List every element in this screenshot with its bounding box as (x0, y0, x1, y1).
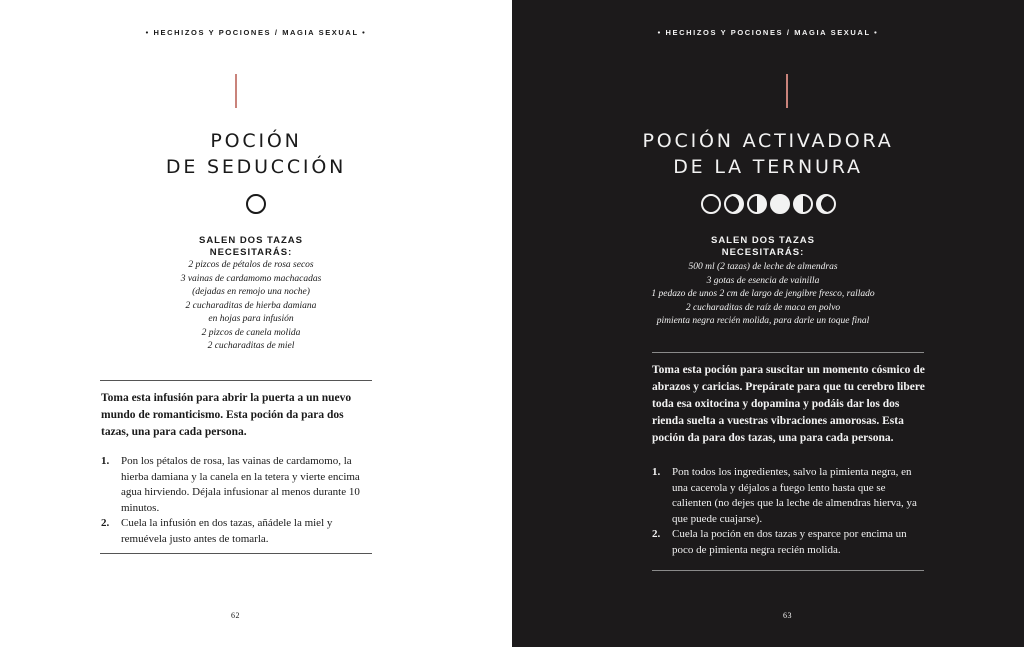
running-header: • HECHIZOS Y POCIONES / MAGIA SEXUAL • (145, 28, 367, 37)
page-number: 62 (231, 611, 240, 620)
title-line: DE LA TERNURA (673, 156, 863, 178)
ingredient-item: 2 cucharaditas de hierba damiana (185, 300, 317, 311)
ingredient-list (0, 259, 507, 354)
moon-phases (0, 194, 512, 214)
recipe-title (512, 128, 1024, 180)
last-quarter-moon-icon (793, 194, 813, 214)
full-moon-icon (770, 194, 790, 214)
first-quarter-moon-icon (747, 194, 767, 214)
step-text: Pon todos los ingredientes, salvo la pimienta negra, en una cacerola y déjalos a fuego lento hasta que se calienten (no dejes que la leche de almendras hierva, ya que puede cuajarse). (672, 466, 917, 525)
running-header: • HECHIZOS Y POCIONES / MAGIA SEXUAL • (657, 28, 879, 37)
step-item (101, 516, 373, 547)
waning-crescent-moon-icon (816, 194, 836, 214)
ingredient-item: pimienta negra recién molida, para darle un toque final (656, 316, 870, 326)
intro-text: Toma esta poción para suscitar un momento cósmico de abrazos y caricias. Prepárate para que tu cerebro libere toda esa oxitocina y dopamina y podáis dar los dos rienda suelta a vuestras vibraciones amorosas. Esta poción da para dos tazas, una para cada persona. (652, 364, 925, 444)
new-moon-icon (246, 194, 266, 214)
moon-phases (512, 194, 1024, 214)
steps-list (652, 465, 927, 558)
step-number: 1. (652, 466, 661, 478)
yield-label: SALEN DOS TAZAS (710, 235, 816, 246)
new-moon-icon (701, 194, 721, 214)
ingredient-item: (dejadas en remojo una noche) (192, 287, 310, 297)
step-item (652, 465, 927, 527)
title-line: POCIÓN (210, 130, 302, 152)
ingredient-item: 500 ml (2 tazas) de leche de almendras (688, 262, 838, 272)
divider-top (652, 352, 924, 353)
accent-bar (235, 74, 237, 108)
step-item (101, 454, 373, 516)
needs-label: NECESITARÁS: (209, 247, 293, 258)
ingredient-item: 2 pizcos de pétalos de rosa secos (188, 260, 314, 270)
right-page (512, 0, 1024, 647)
step-number: 2. (101, 517, 110, 529)
ingredients-block (512, 235, 1019, 329)
ingredient-item: 3 vainas de cardamomo machacadas (180, 273, 322, 284)
step-number: 2. (652, 528, 661, 540)
ingredient-item: 3 gotas de esencia de vainilla (706, 275, 820, 286)
step-item (652, 527, 927, 558)
divider-bottom (100, 553, 372, 554)
ingredient-item: 2 cucharaditas de raíz de maca en polvo (685, 302, 841, 313)
ingredient-item: 2 pizcos de canela molida (201, 327, 301, 338)
ingredient-item: en hojas para infusión (208, 314, 294, 324)
divider-top (100, 380, 372, 381)
step-number: 1. (101, 455, 110, 467)
steps-list (101, 454, 373, 547)
ingredient-list (512, 261, 1019, 329)
yield-label: SALEN DOS TAZAS (198, 235, 304, 246)
needs-label: NECESITARÁS: (721, 247, 805, 258)
step-text: Pon los pétalos de rosa, las vainas de cardamomo, la hierba damiana y la canela en la tetera y vierte encima agua hirviendo. Déjala infusionar al menos durante 10 minutos. (121, 455, 360, 514)
divider-bottom (652, 570, 924, 571)
recipe-title (0, 128, 512, 180)
ingredient-item: 2 cucharaditas de miel (207, 341, 295, 351)
intro-text: Toma esta infusión para abrir la puerta a un nuevo mundo de romanticismo. Esta poción da para dos tazas, una para cada persona. (101, 392, 352, 438)
waxing-crescent-moon-icon (724, 194, 744, 214)
title-line: DE SEDUCCIÓN (165, 156, 347, 178)
accent-bar (786, 74, 788, 108)
title-line: POCIÓN ACTIVADORA (642, 130, 894, 152)
ingredients-block (0, 235, 507, 354)
step-text: Cuela la infusión en dos tazas, añádele la miel y remuévela justo antes de tomarla. (121, 517, 333, 545)
ingredient-item: 1 pedazo de unos 2 cm de largo de jengibre fresco, rallado (651, 289, 875, 299)
page-number: 63 (783, 611, 792, 620)
step-text: Cuela la poción en dos tazas y esparce por encima un poco de pimienta negra recién molida. (672, 528, 907, 556)
